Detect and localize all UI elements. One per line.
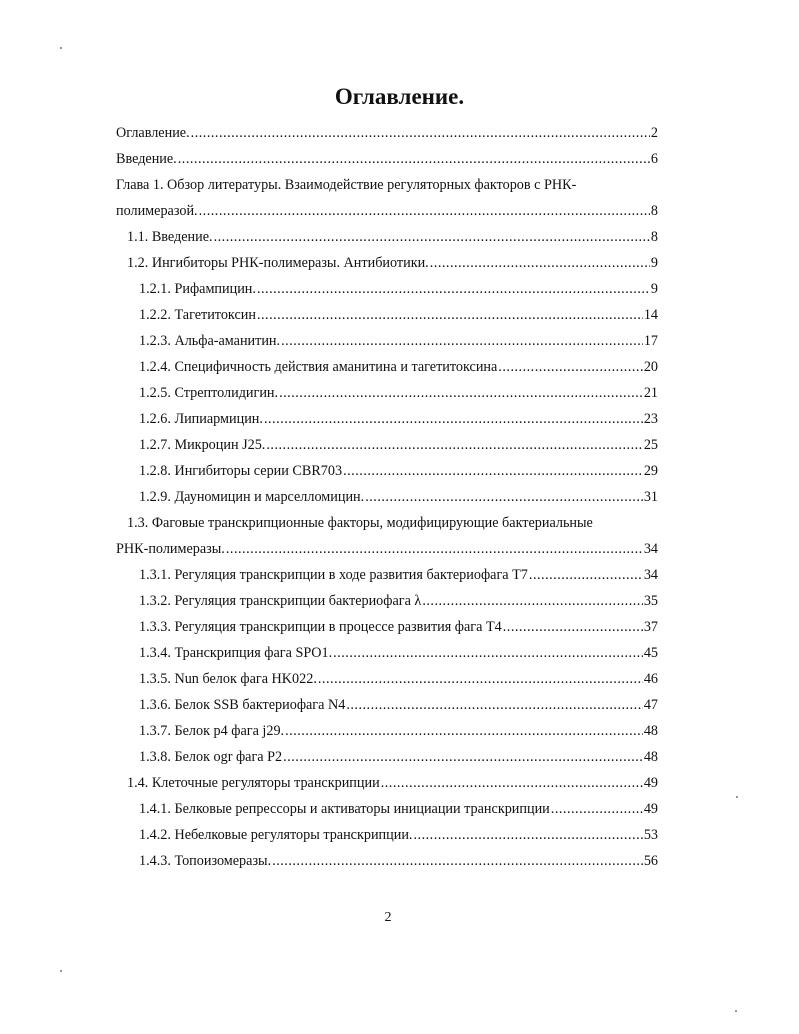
toc-entry-text: 1.4.3. Топоизомеразы. (139, 853, 272, 869)
dot-leader (214, 224, 650, 250)
page-title: Оглавление. (334, 84, 465, 109)
dot-leader (333, 640, 643, 666)
toc-entry-text: 1.3.4. Транскрипция фага SPO1. (139, 645, 333, 661)
dot-leader (413, 822, 642, 848)
toc-entry[interactable] (116, 640, 658, 666)
dot-leader (281, 328, 643, 354)
toc-entry-page: 20 (643, 359, 658, 375)
toc-entry-text: Оглавление. (116, 125, 190, 141)
toc-entry-text: 1.2.9. Дауномицин и марселломицин. (139, 489, 365, 505)
dot-leader (381, 770, 643, 796)
dot-leader (422, 588, 643, 614)
toc-entry-text: 1.4.2. Небелковые регуляторы транскрипции. (139, 827, 413, 843)
toc-entry-page: 45 (643, 645, 658, 661)
dot-leader (343, 458, 643, 484)
dot-leader (365, 484, 643, 510)
toc-entry-page: 25 (643, 437, 658, 453)
toc-entry-page: 49 (643, 801, 658, 817)
toc-entry-page: 47 (643, 697, 658, 713)
toc-entry[interactable] (116, 406, 658, 432)
toc-entry-text: Глава 1. Обзор литературы. Взаимодействие регуляторных факторов с РНК- (116, 177, 577, 193)
toc-entry-page: 9 (650, 281, 658, 297)
toc-entry-page: 48 (643, 749, 658, 765)
scan-speck (60, 47, 62, 49)
toc-entry[interactable] (116, 120, 658, 146)
table-of-contents (116, 120, 658, 874)
toc-entry-page: 6 (650, 151, 658, 167)
dot-leader (346, 692, 643, 718)
toc-entry-page: 8 (650, 203, 658, 219)
dot-leader (266, 432, 642, 458)
toc-entry[interactable] (116, 614, 658, 640)
toc-entry[interactable] (116, 848, 658, 874)
toc-entry-page: 48 (643, 723, 658, 739)
toc-entry-text: 1.2.8. Ингибиторы серии CBR703 (139, 463, 343, 479)
toc-entry-text: 1.2. Ингибиторы РНК-полимеразы. Антибиотики. (127, 255, 429, 271)
scan-speck (60, 970, 62, 972)
toc-entry[interactable] (116, 224, 658, 250)
toc-entry[interactable] (116, 380, 658, 406)
toc-entry-page: 9 (650, 255, 658, 271)
toc-entry-page: 23 (643, 411, 658, 427)
toc-entry-page: 29 (643, 463, 658, 479)
toc-entry-text: РНК-полимеразы. (116, 541, 225, 557)
dot-leader (257, 302, 643, 328)
toc-entry-text: 1.3.1. Регуляция транскрипции в ходе развития бактериофага T7 (139, 567, 528, 583)
toc-entry-text: 1.3.8. Белок ogr фага P2 (139, 749, 283, 765)
toc-entry-text: 1.3.6. Белок SSB бактериофага N4 (139, 697, 346, 713)
dot-leader (498, 354, 643, 380)
toc-entry[interactable] (116, 770, 658, 796)
scan-speck (735, 1010, 737, 1012)
dot-leader (503, 614, 643, 640)
toc-entry-page: 46 (643, 671, 658, 687)
toc-entry-text: 1.3.7. Белок p4 фага j29. (139, 723, 285, 739)
toc-entry-text: 1.2.7. Микроцин J25. (139, 437, 266, 453)
toc-entry-page: 34 (643, 567, 658, 583)
dot-leader (283, 744, 643, 770)
toc-entry[interactable] (116, 666, 658, 692)
toc-entry[interactable] (116, 302, 658, 328)
toc-entry-text: 1.3.3. Регуляция транскрипции в процессе развития фага T4 (139, 619, 502, 635)
toc-entry-text: 1.3.2. Регуляция транскрипции бактериофага λ (139, 593, 422, 609)
toc-entry-text: 1.3.5. Nun белок фага HK022. (139, 671, 317, 687)
toc-entry-text: 1.1. Введение. (127, 229, 213, 245)
dot-leader (318, 666, 643, 692)
toc-entry-page: 21 (643, 385, 658, 401)
toc-entry[interactable] (116, 458, 658, 484)
dot-leader (272, 848, 643, 874)
dot-leader (529, 562, 643, 588)
toc-entry[interactable] (116, 536, 658, 562)
toc-entry-page: 49 (643, 775, 658, 791)
toc-entry[interactable] (116, 328, 658, 354)
toc-entry[interactable] (116, 822, 658, 848)
dot-leader (279, 380, 643, 406)
toc-entry-text: 1.2.2. Тагетитоксин (139, 307, 256, 323)
dot-leader (551, 796, 643, 822)
dot-leader (285, 718, 643, 744)
dot-leader (430, 250, 650, 276)
toc-entry[interactable] (116, 588, 658, 614)
toc-entry-page: 35 (643, 593, 658, 609)
dot-leader (191, 120, 650, 146)
toc-entry[interactable] (116, 250, 658, 276)
toc-entry[interactable] (116, 432, 658, 458)
toc-entry[interactable] (116, 692, 658, 718)
toc-entry-page: 14 (643, 307, 658, 323)
dot-leader (199, 198, 650, 224)
toc-entry[interactable] (116, 276, 658, 302)
scan-speck (736, 796, 738, 798)
toc-entry-page: 17 (643, 333, 658, 349)
toc-entry[interactable] (116, 796, 658, 822)
toc-entry-page: 2 (650, 125, 658, 141)
toc-entry-text: полимеразой. (116, 203, 198, 219)
toc-entry[interactable] (116, 744, 658, 770)
dot-leader (257, 276, 650, 302)
toc-entry-text: 1.4. Клеточные регуляторы транскрипции (127, 775, 380, 791)
toc-entry-page: 53 (643, 827, 658, 843)
dot-leader (178, 146, 650, 172)
toc-entry[interactable] (116, 562, 658, 588)
dot-leader (226, 536, 643, 562)
toc-entry-page: 37 (643, 619, 658, 635)
toc-entry-text: 1.2.6. Липиармицин. (139, 411, 263, 427)
toc-entry-page: 31 (643, 489, 658, 505)
page-number: 2 (384, 910, 392, 925)
toc-entry-text: 1.2.5. Стрептолидигин. (139, 385, 279, 401)
toc-entry-text: Введение. (116, 151, 177, 167)
toc-entry-text: 1.2.1. Рифампицин. (139, 281, 256, 297)
toc-entry-page: 56 (643, 853, 658, 869)
toc-entry-text: 1.3. Фаговые транскрипционные факторы, модифицирующие бактериальные (127, 515, 593, 531)
toc-entry[interactable] (116, 484, 658, 510)
dot-leader (264, 406, 643, 432)
toc-entry-page: 34 (643, 541, 658, 557)
toc-entry[interactable] (116, 198, 658, 224)
toc-entry-text: 1.2.3. Альфа-аманитин. (139, 333, 281, 349)
toc-entry[interactable] (116, 146, 658, 172)
toc-entry[interactable] (116, 354, 658, 380)
toc-entry-text: 1.4.1. Белковые репрессоры и активаторы инициации транскрипции (139, 801, 550, 817)
toc-entry[interactable] (116, 718, 658, 744)
toc-entry-text: 1.2.4. Специфичность действия аманитина и тагетитоксина (139, 359, 498, 375)
toc-entry-page: 8 (650, 229, 658, 245)
